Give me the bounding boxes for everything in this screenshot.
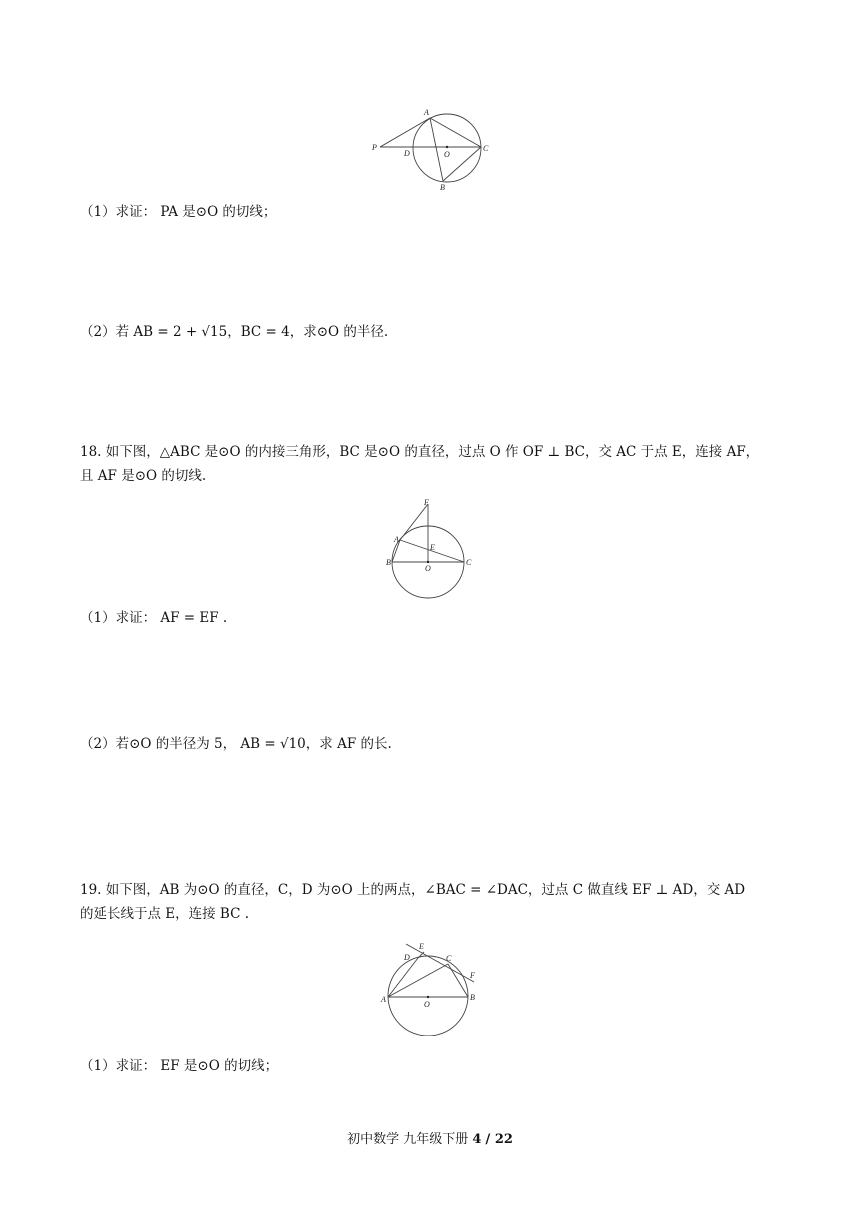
- label-e: E: [430, 543, 435, 552]
- figure-q18-svg: [382, 496, 478, 602]
- label-o: O: [444, 150, 450, 159]
- label-b: B: [470, 993, 475, 1002]
- footer-subject: 初中数学 九年级下册: [347, 1132, 469, 1147]
- label-o: O: [425, 564, 431, 573]
- label-d: D: [404, 149, 410, 158]
- label-a: A: [394, 535, 399, 544]
- figure-q18: [382, 496, 478, 602]
- label-a: A: [381, 995, 386, 1004]
- label-f: F: [424, 498, 429, 507]
- label-c: C: [483, 144, 489, 153]
- label-b: B: [440, 183, 445, 192]
- label-o: O: [424, 1000, 430, 1009]
- figure-q17: [360, 104, 500, 194]
- label-f: F: [470, 971, 475, 980]
- label-p: P: [372, 143, 377, 152]
- q18-part2: （2）若⊙O 的半径为 5， AB = √10，求 AF 的长.: [80, 736, 392, 752]
- q18-stem: 18. 如下图，△ABC 是⊙O 的内接三角形，BC 是⊙O 的直径，过点 O 作 OF ⊥ BC，交 AC 于点 E，连接 AF， 且 AF 是⊙O 的切线.: [80, 444, 760, 484]
- q17-part2: （2）若 AB = 2 + √15，BC = 4，求⊙O 的半径.: [80, 324, 389, 340]
- figure-q19: [376, 936, 486, 1036]
- label-b: B: [386, 558, 391, 567]
- footer-page-number: 4: [472, 1132, 482, 1147]
- q19-part1: （1）求证： EF 是⊙O 的切线；: [80, 1058, 279, 1074]
- label-c: C: [466, 558, 472, 567]
- label-a: A: [424, 108, 429, 117]
- label-d: D: [404, 953, 410, 962]
- footer-page-total: / 22: [485, 1132, 513, 1147]
- page-footer: [0, 1128, 860, 1147]
- label-c: C: [446, 954, 452, 963]
- q18-part1: （1）求证： AF = EF .: [80, 610, 228, 626]
- q19-stem: 19. 如下图，AB 为⊙O 的直径，C，D 为⊙O 上的两点，∠BAC = ∠DAC，过点 C 做直线 EF ⊥ AD，交 AD 的延长线于点 E，连接 BC .: [80, 882, 746, 922]
- label-e: E: [419, 942, 424, 951]
- figure-q19-svg: [376, 936, 486, 1036]
- figure-q17-svg: [360, 104, 500, 194]
- q17-part1: （1）求证： PA 是⊙O 的切线；: [80, 204, 277, 220]
